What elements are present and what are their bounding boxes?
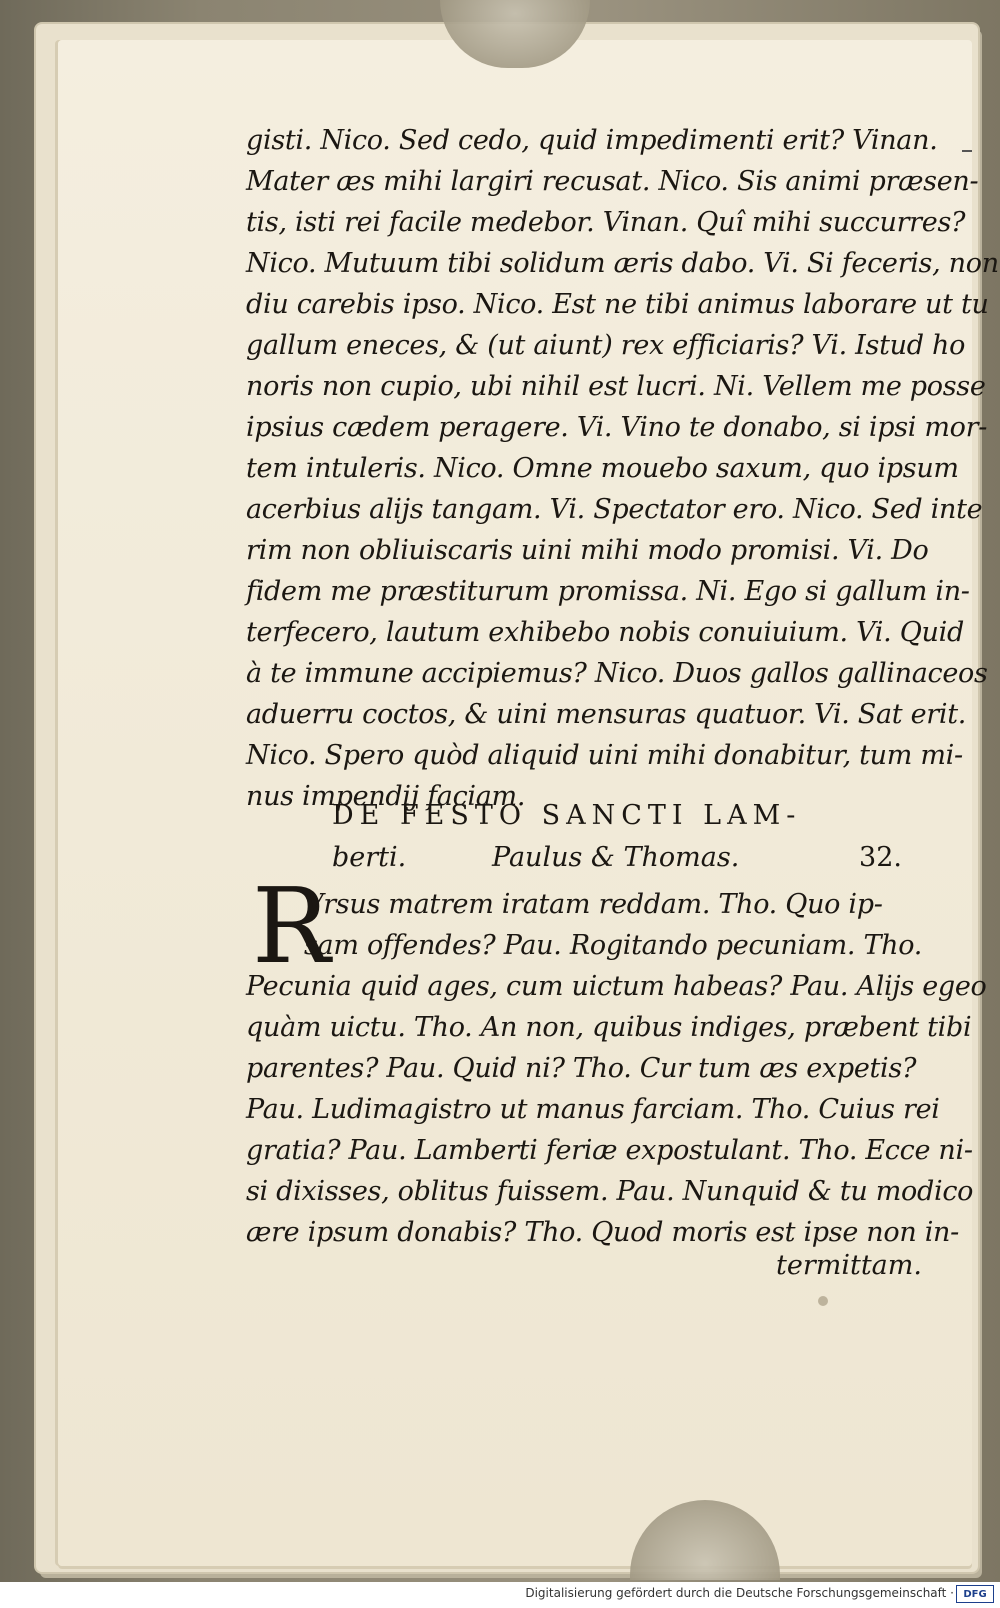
text-line: rim non obliuiscaris uini mihi modo promisi. Vi. Do xyxy=(246,535,929,566)
text-line: tem intuleris. Nico. Omne mouebo saxum, quo ipsum xyxy=(246,453,959,484)
footer-bar xyxy=(0,1582,1000,1608)
bottom-text-block xyxy=(246,884,987,1253)
funding-note: Digitalisierung gefördert durch die Deutsche Forschungsgemeinschaft · xyxy=(525,1586,954,1600)
text-line: quàm uictu. Tho. An non, quibus indiges, præbent tibi xyxy=(246,1012,972,1043)
text-line: tis, isti rei facile medebor. Vinan. Quî mihi succurres? xyxy=(246,207,966,238)
text-line: Pau. Ludimagistro ut manus farciam. Tho. Cuius rei xyxy=(246,1094,940,1125)
text-line: ære ipsum donabis? Tho. Quod moris est ipse non in- xyxy=(246,1217,959,1248)
text-line: Pecunia quid ages, cum uictum habeas? Pau. Alijs egeo xyxy=(246,971,987,1002)
text-line: gallum eneces, & (ut aiunt) rex efficiaris? Vi. Istud ho xyxy=(246,330,966,361)
dfg-logo: DFG xyxy=(956,1585,994,1603)
text-line: Nico. Spero quòd aliquid uini mihi donabitur, tum mi- xyxy=(246,740,963,771)
text-line: Vrsus matrem iratam reddam. Tho. Quo ip- xyxy=(304,889,883,920)
text-line: gisti. Nico. Sed cedo, quid impedimenti erit? Vinan. xyxy=(246,125,938,156)
paper-hole xyxy=(818,1296,828,1306)
section-subheading xyxy=(332,842,902,873)
catchword: termittam. xyxy=(776,1250,922,1281)
text-line: gratia? Pau. Lamberti feriæ expostulant. Tho. Ecce ni- xyxy=(246,1135,973,1166)
text-line: acerbius alijs tangam. Vi. Spectator ero. Nico. Sed inte xyxy=(246,494,983,525)
text-line: nus impendij faciam. xyxy=(246,781,526,812)
margin-mark xyxy=(962,150,972,152)
text-line: si dixisses, oblitus fuissem. Pau. Nunquid & tu modico xyxy=(246,1176,974,1207)
text-line: fidem me præstiturum promissa. Ni. Ego si gallum in- xyxy=(246,576,970,607)
text-line: à te immune accipiemus? Nico. Duos gallos gallinaceos xyxy=(246,658,988,689)
text-line: Nico. Mutuum tibi solidum æris dabo. Vi. Si feceris, non xyxy=(246,248,999,279)
text-line: parentes? Pau. Quid ni? Tho. Cur tum æs expetis? xyxy=(246,1053,917,1084)
text-line: noris non cupio, ubi nihil est lucri. Ni. Vellem me posse xyxy=(246,371,986,402)
text-line: sam offendes? Pau. Rogitando pecuniam. Tho. xyxy=(304,930,923,961)
section-heading: DE FESTO SANCTI LAM- xyxy=(332,800,802,831)
heading-continuation: berti. xyxy=(332,842,407,873)
drop-cap: R xyxy=(252,865,331,987)
top-text-block xyxy=(246,120,999,817)
text-line: terfecero, lautum exhibebo nobis conuiuium. Vi. Quid xyxy=(246,617,964,648)
text-line: aduerru coctos, & uini mensuras quatuor. Vi. Sat erit. xyxy=(246,699,967,730)
text-line: diu carebis ipso. Nico. Est ne tibi animus laborare ut tu xyxy=(246,289,989,320)
text-line: Mater æs mihi largiri recusat. Nico. Sis animi præsen- xyxy=(246,166,979,197)
dialogue-number: 32. xyxy=(859,842,902,873)
text-line: ipsius cædem peragere. Vi. Vino te donabo, si ipsi mor- xyxy=(246,412,988,443)
dialogue-roles: Paulus & Thomas. xyxy=(492,842,740,873)
